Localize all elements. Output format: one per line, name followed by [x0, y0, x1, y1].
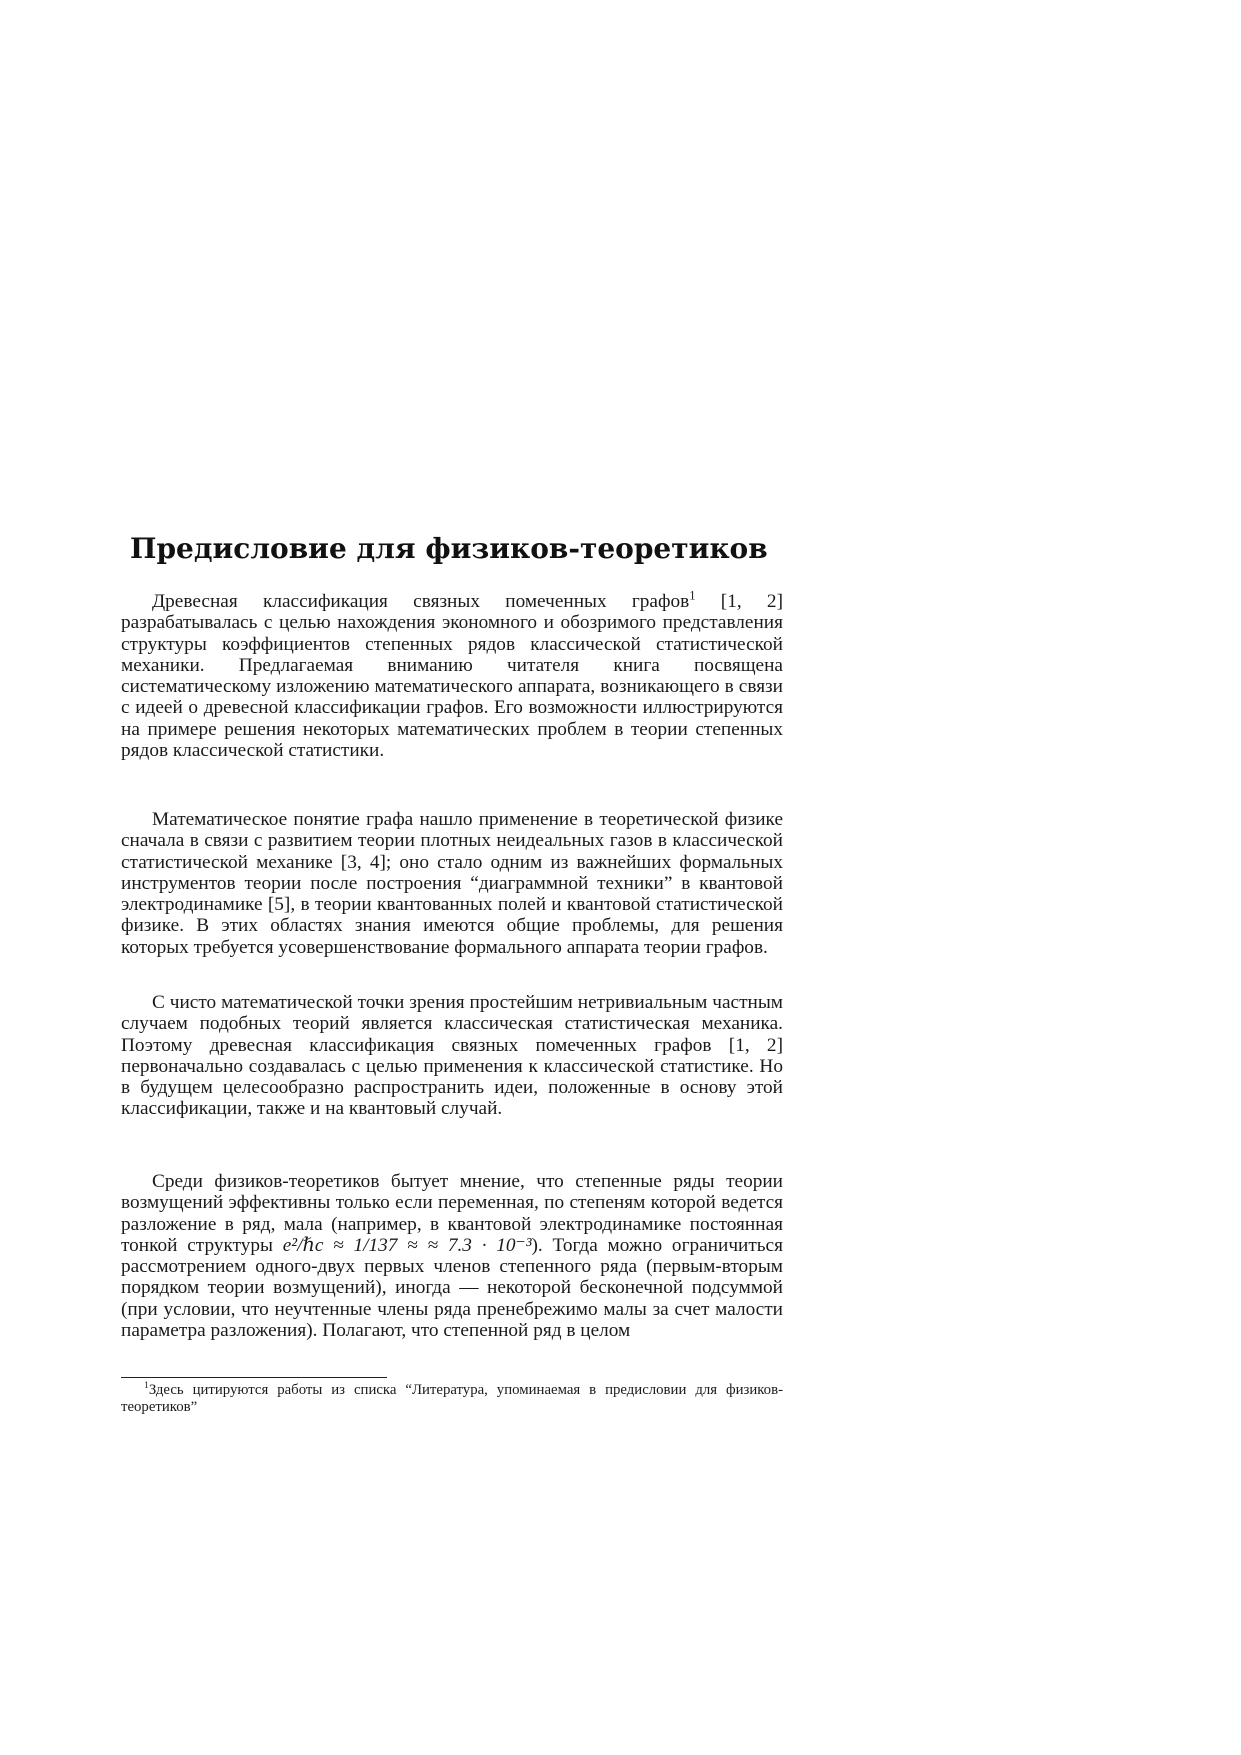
- paragraph-2: Математическое понятие графа нашло применение в теоретической физике сначала в связи с развитием теории плотных неидеальных газов в классической статистической механике [3, 4]; оно стало одним из важнейших формальных инструментов теории после построения “диаграммной техники” в квантовой электродинамике [5], в теории квантованных полей и квантовой статистической физике. В этих областях знания имеются общие проблемы, для решения которых требуется усовершенствование формального аппарата теории графов.: [121, 809, 783, 958]
- footnote-divider: [121, 1377, 387, 1378]
- paragraph-1: [121, 588, 783, 762]
- paragraph-1-rest: [1, 2] разрабатывалась с целью нахождения экономного и обозримого представления структуры коэффициентов степенных рядов классической статистической механики. Предлагаемая вниманию читателя книга посвящена систематическому изложению математического аппарата, возникающего в связи с идеей о древесной классификации графов. Его возможности иллюстрируются на примере решения некоторых математических проблем в теории степенных рядов классической статистики.: [121, 591, 783, 762]
- paragraph-1-start: Древесная классификация связных помеченных графов: [152, 591, 690, 612]
- footnote-reference: 1: [689, 588, 696, 603]
- paragraph-4: [121, 1171, 783, 1341]
- paragraph-4-start: Среди физиков-теоретиков бытует мнение, что степенные ряды теории возмущений эффективны только если переменная, по степеням которой ведется разложение в ряд, мала (например, в квантовой электродинамике постоянная тонкой структуры: [121, 1171, 783, 1256]
- page-title: Предисловие для физиков-теоретиков: [130, 532, 768, 565]
- paragraph-4-rest: ). Тогда можно ограничиться рассмотрением одного-двух первых членов степенного ряда (первым-вторым порядком теории возмущений), иногда — некоторой бесконечной подсуммой (при условии, что неучтенные члены ряда пренебрежимо малы за счет малости параметра разложения). Полагают, что степенной ряд в целом: [121, 1234, 783, 1342]
- fine-structure-formula: e²/ℏc ≈ 1/137 ≈ ≈ 7.3 · 10⁻³: [282, 1234, 532, 1256]
- footnote-text: Здесь цитируются работы из списка “Литература, упоминаемая в предисловии для физиков-теоретиков”: [121, 1382, 783, 1415]
- paragraph-3: С чисто математической точки зрения простейшим нетривиальным частным случаем подобных теорий является классическая статистическая механика. Поэтому древесная классификация связных помеченных графов [1, 2] первоначально создавалась с целью применения к классической статистике. Но в будущем целесообразно распространить идеи, положенные в основу этой классификации, также и на квантовый случай.: [121, 992, 783, 1120]
- footnote-mark: 1: [144, 1380, 149, 1392]
- footnote: [121, 1382, 783, 1416]
